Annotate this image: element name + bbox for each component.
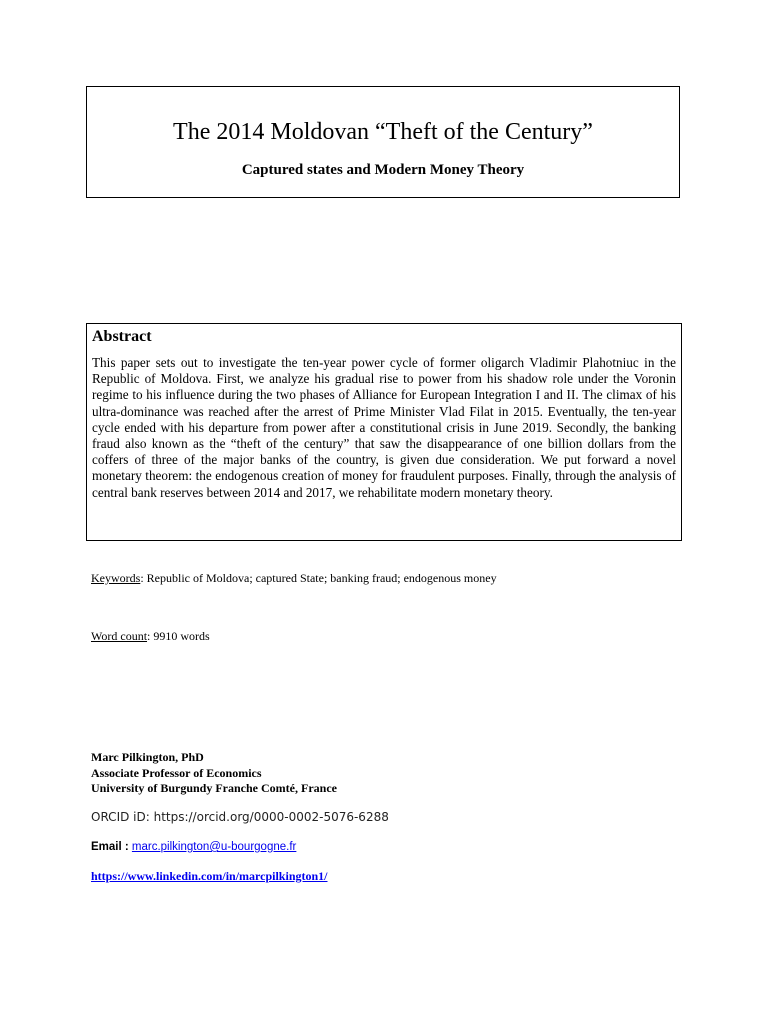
paper-title: The 2014 Moldovan “Theft of the Century”: [173, 119, 593, 145]
paper-subtitle: Captured states and Modern Money Theory: [241, 162, 525, 178]
abstract-text: This paper sets out to investigate the ten-year power cycle of former oligarch Vladimir Plahotniuc in the Republic of Moldova. First, we analyze his gradual rise to power from his shadow role under the Voronin regime to his influence during the two phases of Alliance for European Integration I and II. The climax of his ultra-dominance was reached after the arrest of Prime Minister Vlad Filat in 2015. Eventually, the ten-year cycle ended with his departure from power after a constitutional crisis in June 2019. Secondly, the banking fraud also known as the “theft of the century” that saw the disappearance of one billion dollars from the coffers of three of the major banks of the country, is given due consideration. We put forward a novel monetary theorem: the endogenous creation of money for fraudulent purposes. Finally, through the analysis of central bank reserves between 2014 and 2017, we rehabilitate modern monetary theory.: [92, 355, 676, 500]
word-count-line: [91, 629, 210, 644]
orcid-line: ORCID iD: https://orcid.org/0000-0002-5076-6288: [91, 810, 389, 824]
title-box: [86, 86, 680, 198]
author-block: [91, 750, 337, 797]
abstract-box: [86, 323, 682, 541]
keywords-label: Keywords: [91, 571, 141, 585]
email-line: [91, 840, 296, 855]
email-label: Email :: [91, 841, 132, 853]
author-affiliation: University of Burgundy Franche Comté, France: [91, 781, 337, 795]
word-count-value: 9910 words: [153, 629, 210, 643]
linkedin-link[interactable]: https://www.linkedin.com/in/marcpilkington1/: [91, 869, 328, 883]
author-name: Marc Pilkington, PhD: [91, 750, 204, 764]
author-position: Associate Professor of Economics: [91, 765, 262, 780]
abstract-heading: Abstract: [92, 328, 152, 345]
keywords-line: [91, 571, 497, 586]
linkedin-line: [91, 869, 328, 884]
word-count-separator: :: [147, 629, 154, 643]
email-link[interactable]: marc.pilkington@u-bourgogne.fr: [131, 841, 297, 853]
keywords-separator: :: [140, 571, 147, 585]
word-count-label: Word count: [91, 629, 148, 643]
keywords-value: Republic of Moldova; captured State; banking fraud; endogenous money: [146, 571, 497, 585]
